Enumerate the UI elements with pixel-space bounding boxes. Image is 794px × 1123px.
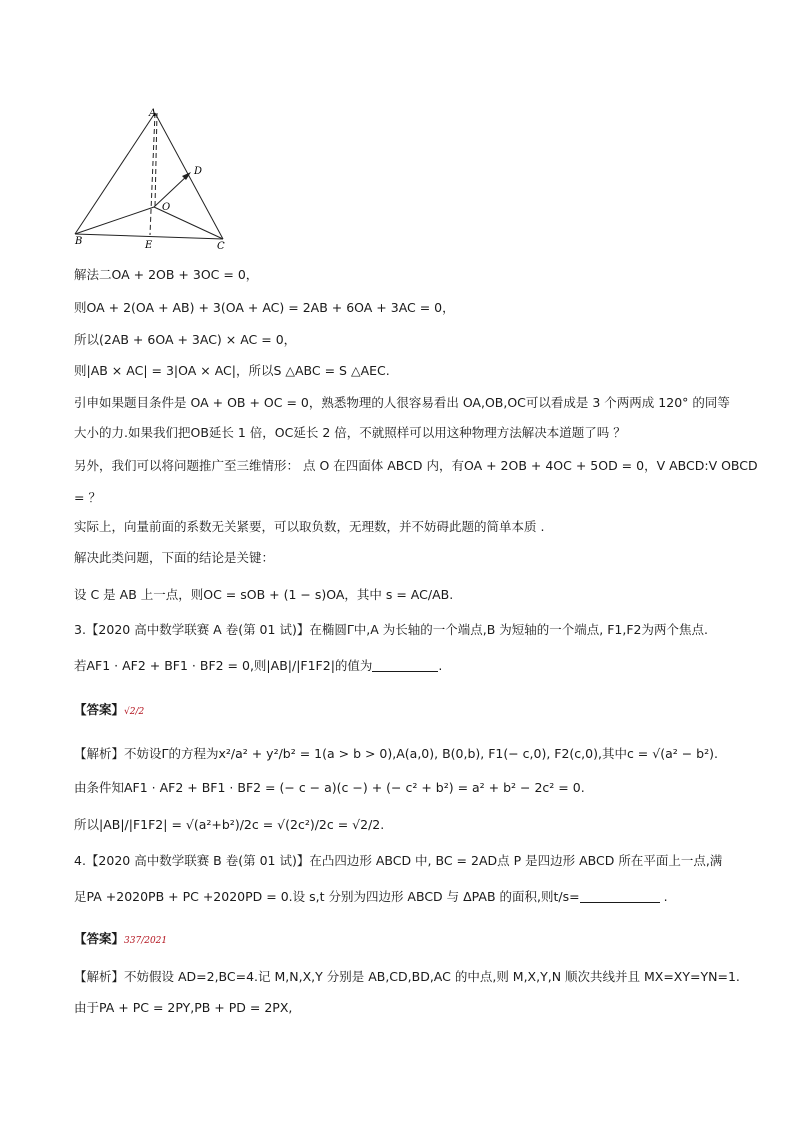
- answer-4-line: [74, 929, 167, 951]
- text-line-7: 另外，我们可以将问题推广至三维情形： 点 O 在四面体 ABCD 内，有OA + 2OB + 4OC + 5OD = 0，V ABCD:V OBCD: [74, 458, 758, 473]
- answer-4-value: 337/2021: [124, 936, 168, 946]
- answer-3-value: √2/2: [124, 707, 145, 717]
- tetrahedron-figure: [70, 104, 240, 254]
- answer-3-line: [74, 700, 144, 722]
- edge-BC: [75, 234, 223, 239]
- text-line-5: 引申如果题目条件是 OA + OB + OC = 0，熟悉物理的人很容易看出 OA,OB,OC可以看成是 3 个两两成 120° 的同等: [74, 395, 730, 410]
- answer-3-tag: 【答案】: [74, 702, 125, 717]
- problem-3-question: 若AF1 · AF2 + BF1 · BF2 = 0,则|AB|/|F1F2|的值为 .: [74, 658, 443, 673]
- problem-3-question-text: 若AF1 · AF2 + BF1 · BF2 = 0,则|AB|/|F1F2|的值为: [74, 658, 373, 673]
- label-A: A: [149, 108, 157, 119]
- segment-BO: [75, 207, 154, 234]
- problem-4-question: [74, 887, 668, 907]
- edge-AC: [155, 113, 223, 239]
- text-line-10: 解决此类问题，下面的结论是关键：: [74, 550, 275, 565]
- text-line-8: = ？: [74, 490, 101, 505]
- solution-4-line-1: 【解析】不妨假设 AD=2,BC=4.记 M,N,X,Y 分别是 AB,CD,BD,AC 的中点,则 M,X,Y,N 顺次共线并且 MX=XY=YN=1.: [74, 969, 740, 984]
- arrow-OD: [154, 175, 188, 207]
- problem-3-statement: 3.【2020 高中数学联赛 A 卷(第 01 试)】在椭圆Γ中,A 为长轴的一个端点,B 为短轴的一个端点, F1,F2为两个焦点.: [74, 622, 708, 637]
- text-line-6: 大小的力.如果我们把OB延长 1 倍，OC延长 2 倍，不就照样可以用这种物理方法解决本道题了吗 ？: [74, 425, 626, 440]
- answer-blank-3: [372, 657, 438, 672]
- dashed-AO: [155, 113, 157, 207]
- label-O: O: [162, 202, 171, 213]
- text-line-2: 则OA + 2(OA + AB) + 3(OA + AC) = 2AB + 6OA + 3AC = 0，: [74, 300, 455, 315]
- label-B: B: [75, 236, 83, 247]
- text-line-1: 解法二OA + 2OB + 3OC = 0，: [74, 267, 259, 282]
- solution-3-line-3: 所以|AB|/|F1F2| = √(a²+b²)/2c = √(2c²)/2c = √2/2.: [74, 817, 385, 832]
- label-D: D: [194, 166, 203, 177]
- label-C: C: [217, 241, 225, 252]
- text-line-9: 实际上，向量前面的系数无关紧要，可以取负数，无理数，并不妨碍此题的简单本质 .: [74, 519, 545, 534]
- problem-4-end: .: [663, 889, 668, 904]
- answer-4-tag: 【答案】: [74, 931, 125, 946]
- edge-AB: [75, 113, 155, 234]
- solution-3-line-2: 由条件知AF1 · AF2 + BF1 · BF2 = (− c − a)(c −) + (− c² + b²) = a² + b² − 2c² = 0.: [74, 780, 585, 795]
- answer-blank-4: [580, 888, 660, 903]
- problem-4-question-text: 足PA +2020PB + PC +2020PD = 0.设 s,t 分别为四边形 ABCD 与 ΔPAB 的面积,则t/s=: [74, 889, 580, 904]
- solution-4-line-2: 由于PA + PC = 2PY,PB + PD = 2PX,: [74, 1000, 293, 1015]
- solution-3-line-1: 【解析】不妨设Γ的方程为x²/a² + y²/b² = 1(a > b > 0),A(a,0), B(0,b), F1(− c,0), F2(c,0),其中c = √(a² − b²).: [74, 746, 718, 761]
- text-line-4: 则|AB × AC| = 3|OA × AC|，所以S △ABC = S △AEC.: [74, 363, 390, 378]
- text-line-3: 所以(2AB + 6OA + 3AC) × AC = 0，: [74, 332, 297, 347]
- dashed-AE: [150, 113, 155, 235]
- problem-4-statement: 4.【2020 高中数学联赛 B 卷(第 01 试)】在凸四边形 ABCD 中, BC = 2AD点 P 是四边形 ABCD 所在平面上一点,满: [74, 853, 723, 868]
- label-E: E: [145, 240, 153, 251]
- text-line-11: 设 C 是 AB 上一点，则OC = sOB + (1 − s)OA，其中 s = AC/AB.: [74, 587, 454, 602]
